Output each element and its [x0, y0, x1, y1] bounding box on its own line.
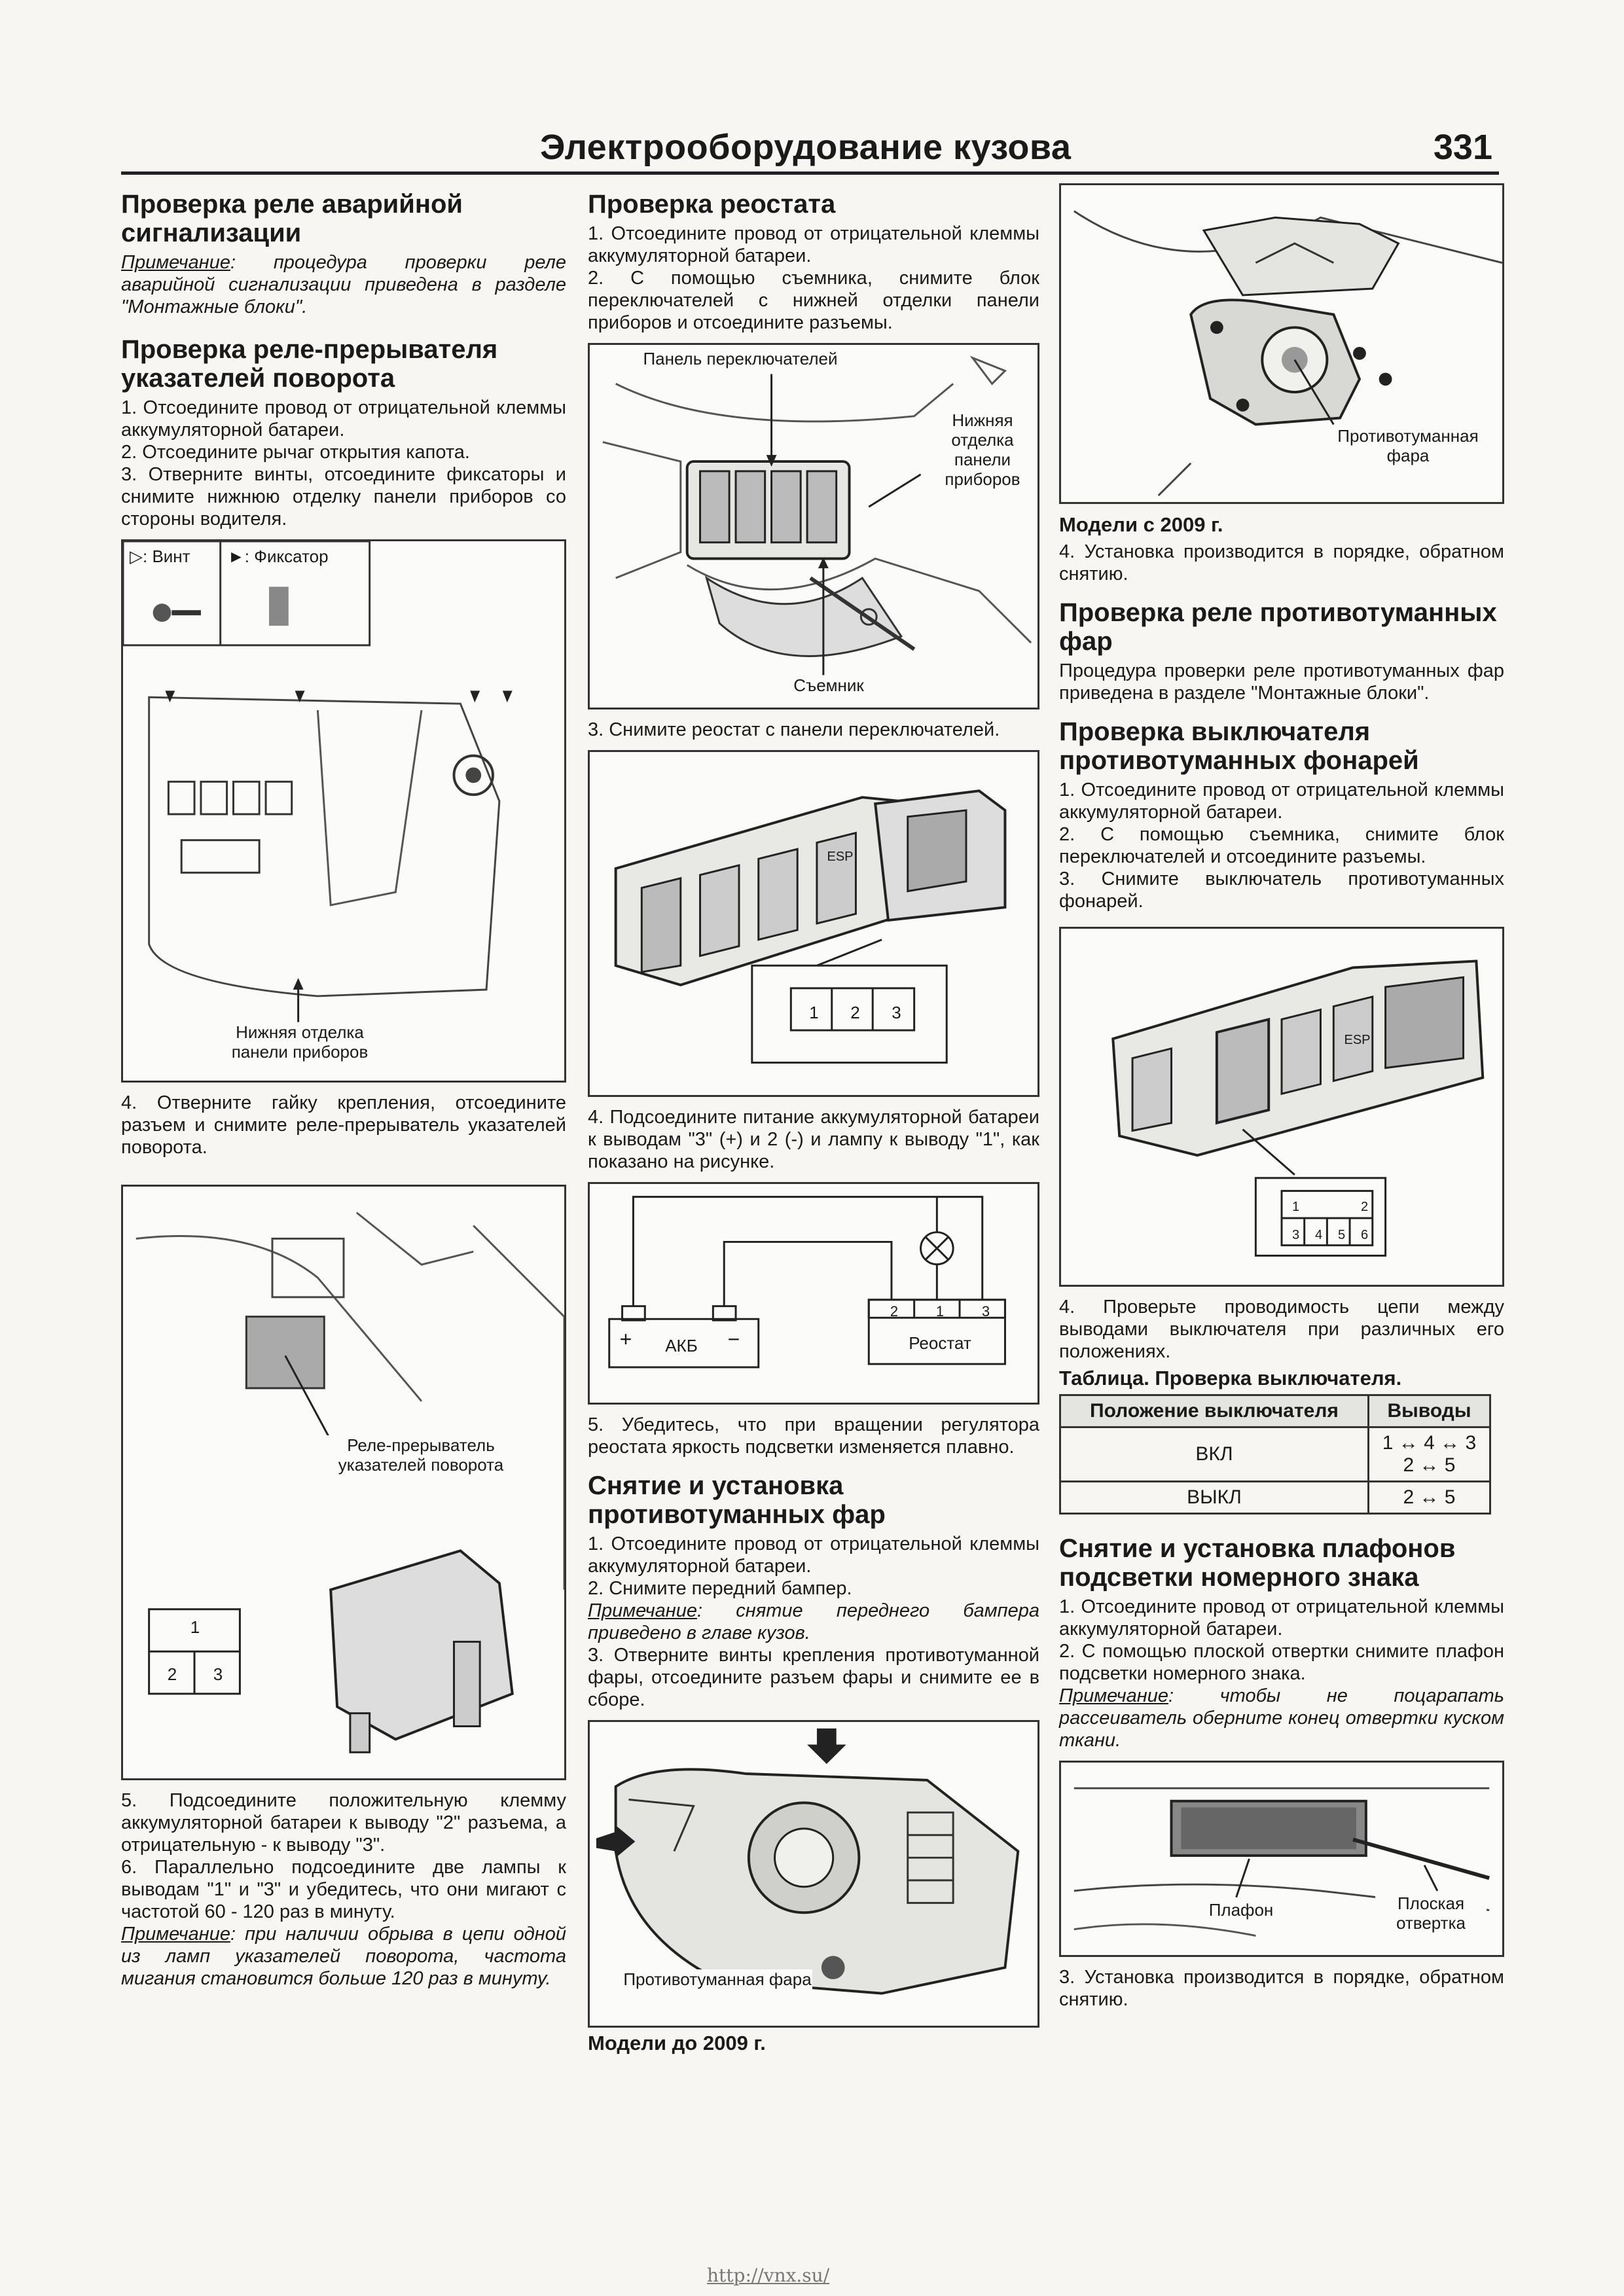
step-text: 5. Подсоедините положительную клемму аккумуляторной батареи к выводу "2" разъема, а отрицательную - к выводу "3".	[121, 1790, 566, 1856]
pin-label-3: 3	[981, 1303, 990, 1319]
pin-label-1: 1	[935, 1303, 945, 1319]
pin-label-1: 1	[799, 1003, 829, 1022]
table-row	[1060, 1482, 1490, 1514]
note-label: Примечание	[121, 252, 231, 273]
esp-label: ESP	[1344, 1033, 1371, 1047]
step-text: 4. Подсоедините питание аккумуляторной батареи к выводам "3" (+) и 2 (-) и лампу к выводу "1", как показано на рисунке.	[588, 1107, 1039, 1172]
battery-plus-sign: +	[619, 1327, 632, 1351]
test-circuit-drawing	[590, 1184, 1038, 1403]
figure-fog-lamp-2009	[1059, 183, 1504, 504]
figure-caption: Модели до 2009 г.	[588, 2032, 766, 2054]
callout-switch-panel: Панель переключателей	[629, 349, 852, 368]
switch-test-table	[1059, 1394, 1491, 1515]
rheostat-drawing	[590, 752, 1038, 1095]
section-title: Снятие и установка плафонов подсветки номерного знака	[1059, 1534, 1456, 1592]
pin-label-3: 3	[205, 1664, 231, 1684]
chapter-title: Электрооборудование кузова	[540, 128, 1072, 167]
pin-label-2: 2	[1360, 1200, 1369, 1214]
step-text: 6. Параллельно подсоедините две лампы к выводам "1" и "3" и убедитесь, что они мигают с частотой 60 - 120 раз в минуту.	[121, 1857, 566, 1922]
note	[121, 1923, 566, 1990]
step-text: 3. Снимите реостат с панели переключателей.	[588, 719, 1000, 740]
step-text: 1. Отсоедините провод от отрицательной клеммы аккумуляторной батареи.	[121, 397, 566, 440]
table-row	[1060, 1427, 1490, 1482]
callout-plate-lamp: Плафон	[1199, 1900, 1284, 1920]
note-text: : при наличии обрыва в цепи одной из ламп указателей поворота, частота мигания становится больше 120 раз в минуту.	[121, 1924, 566, 1989]
pin-label-3: 3	[882, 1003, 911, 1022]
column-1	[121, 190, 566, 1990]
note-label: Примечание	[121, 1924, 231, 1945]
section-title: Проверка реле-прерывателя указателей поворота	[121, 335, 498, 393]
section-title: Проверка реостата	[588, 190, 836, 219]
step-text: Процедура проверки реле противотуманных фар приведена в разделе "Монтажные блоки".	[1059, 660, 1504, 704]
step-text: 4. Проверьте проводимость цепи между выводами выключателя при различных его положениях.	[1059, 1297, 1504, 1362]
step-text: 1. Отсоедините провод от отрицательной клеммы аккумуляторной батареи.	[1059, 1596, 1504, 1640]
step-text: 2. Снимите передний бампер.	[588, 1578, 852, 1599]
callout-flasher-relay: Реле-прерыватель указателей поворота	[313, 1435, 529, 1475]
note	[121, 251, 566, 318]
callout-lower-trim: Нижняя отделка панели приборов	[930, 410, 1035, 489]
step-text: 3. Отверните винты, отсоедините фиксаторы и снимите нижнюю отделку панели приборов со стороны водителя.	[121, 464, 566, 529]
callout-fog-lamp: Противотуманная фара	[1316, 426, 1500, 465]
dashboard-trim-drawing	[123, 541, 564, 1081]
step-text: 2. С помощью съемника, снимите блок переключателей и отсоедините разъемы.	[1059, 824, 1504, 867]
rheostat-label: Реостат	[909, 1333, 971, 1353]
note-label: Примечание	[588, 1600, 698, 1621]
figure-plate-lamp	[1059, 1761, 1504, 1957]
figure-flasher-relay	[121, 1185, 566, 1780]
step-text: 3. Снимите выключатель противотуманных фонарей.	[1059, 869, 1504, 912]
table-header: Положение выключателя	[1060, 1395, 1369, 1427]
step-text: 1. Отсоедините провод от отрицательной клеммы аккумуляторной батареи.	[588, 1534, 1039, 1577]
step-text: 4. Отверните гайку крепления, отсоедините разъем и снимите реле-прерыватель указателей поворота.	[121, 1092, 566, 1158]
callout-puller: Съемник	[780, 675, 878, 695]
pin-label-5: 5	[1337, 1228, 1346, 1242]
pin-label-2: 2	[840, 1003, 870, 1022]
legend-screw: ▷: Винт	[130, 547, 218, 566]
terminals-line: 1 ↔ 4 ↔ 3	[1382, 1432, 1477, 1454]
pin-label-1: 1	[1291, 1200, 1300, 1214]
legend-clip: ►: Фиксатор	[228, 547, 365, 566]
figure-test-circuit	[588, 1182, 1039, 1405]
pin-label-2: 2	[890, 1303, 899, 1319]
page-number: 331	[1433, 128, 1492, 167]
note	[588, 1600, 1039, 1644]
table-header: Выводы	[1368, 1395, 1490, 1427]
section-title: Проверка реле аварийной сигнализации	[121, 190, 463, 247]
battery-minus-sign: −	[727, 1327, 740, 1351]
callout-lower-trim: Нижняя отделка панели приборов	[221, 1022, 378, 1062]
callout-fog-lamp: Противотуманная фара	[623, 1969, 812, 1989]
step-text: 5. Убедитесь, что при вращении регулятора реостата яркость подсветки изменяется плавно.	[588, 1414, 1039, 1458]
section-title: Проверка реле противотуманных фар	[1059, 598, 1497, 656]
step-text: 2. С помощью съемника, снимите блок переключателей с нижней отделки панели приборов и отсоедините разъемы.	[588, 268, 1039, 333]
fog-switch-drawing	[1061, 929, 1502, 1285]
switch-panel-drawing	[590, 345, 1038, 708]
callout-screwdriver: Плоская отвертка	[1375, 1893, 1487, 1933]
section-title: Снятие и установка противотуманных фар	[588, 1471, 886, 1529]
pin-label-4: 4	[1314, 1228, 1323, 1242]
flasher-relay-drawing	[123, 1187, 564, 1778]
note-label: Примечание	[1059, 1685, 1169, 1706]
table-cell-position: ВЫКЛ	[1060, 1482, 1369, 1514]
step-text: 2. Отсоедините рычаг открытия капота.	[121, 442, 470, 463]
terminals-line: 2 ↔ 5	[1403, 1454, 1456, 1476]
table-title: Таблица. Проверка выключателя.	[1059, 1367, 1402, 1390]
section-title: Проверка выключателя противотуманных фонарей	[1059, 717, 1419, 775]
table-cell-terminals: 2 ↔ 5	[1368, 1482, 1490, 1514]
table-header-row	[1060, 1395, 1490, 1427]
battery-label: АКБ	[665, 1336, 698, 1355]
pin-label-6: 6	[1360, 1228, 1369, 1242]
figure-caption: Модели с 2009 г.	[1059, 513, 1223, 536]
page-header	[121, 124, 1499, 175]
figure-switch-panel	[588, 343, 1039, 709]
step-text: 2. С помощью плоской отвертки снимите плафон подсветки номерного знака.	[1059, 1641, 1504, 1684]
pin-label-2: 2	[159, 1664, 185, 1684]
step-text: 4. Установка производится в порядке, обратном снятию.	[1059, 541, 1504, 584]
pin-label-1: 1	[182, 1617, 208, 1637]
step-text: 1. Отсоедините провод от отрицательной клеммы аккумуляторной батареи.	[1059, 780, 1504, 823]
column-3	[1059, 190, 1504, 2011]
figure-rheostat	[588, 750, 1039, 1097]
note	[1059, 1685, 1504, 1751]
figure-fog-switch	[1059, 927, 1504, 1287]
figure-dashboard-trim	[121, 539, 566, 1083]
esp-label: ESP	[827, 850, 854, 864]
step-text: 3. Отверните винты крепления противотуманной фары, отсоедините разъем фары и снимите ее в сборе.	[588, 1645, 1039, 1710]
note-text: : процедура проверки реле аварийной сигнализации приведена в разделе "Монтажные блоки".	[121, 252, 566, 317]
note-text: : снятие переднего бампера приведено в главе кузов.	[588, 1600, 1039, 1643]
table-cell-position: ВКЛ	[1060, 1427, 1369, 1482]
footer-url[interactable]: http://vnx.su/	[707, 2265, 830, 2286]
column-2	[588, 190, 1039, 2059]
table-cell-terminals	[1368, 1427, 1490, 1482]
note-text: : чтобы не поцарапать рассеиватель оберните конец отвертки куском ткани.	[1059, 1685, 1504, 1751]
step-text: 1. Отсоедините провод от отрицательной клеммы аккумуляторной батареи.	[588, 223, 1039, 266]
step-text: 3. Установка производится в порядке, обратном снятию.	[1059, 1967, 1504, 2010]
pin-label-3: 3	[1291, 1228, 1300, 1242]
figure-fog-lamp-pre2009	[588, 1720, 1039, 2028]
